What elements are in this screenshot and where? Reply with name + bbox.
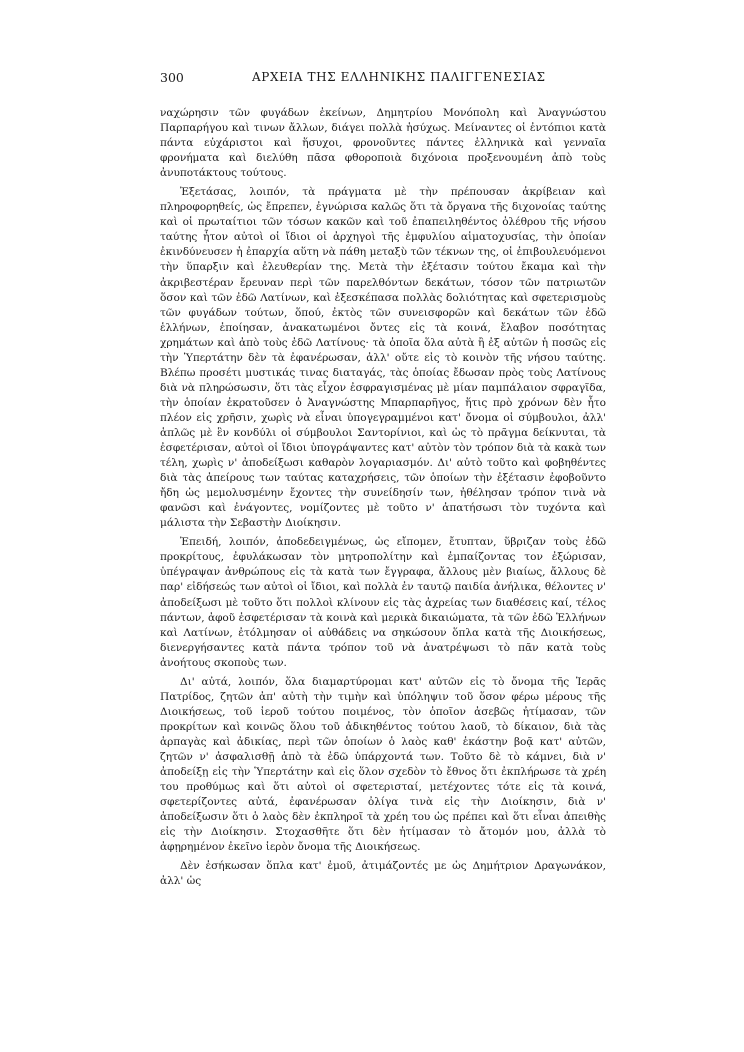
paragraph-1: ναχώρησιν τῶν φυγάδων ἐκείνων, Δημητρίου Μονόπολη καὶ Ἀναγνώστου Παρπαρήγου καὶ τινων ἄλλων, διάγει πολλὰ ἡσύχως. Μείναντες οἱ ἐντόπιοι κατὰ πάντα εὐχάριστοι καὶ ἥσυχοι, φρονοῦντες πάντες ἑλληνικὰ καὶ γενναῖα φρονήματα καὶ διελύθη πᾶσα φθοροποιὰ διχόνοια προξενουμένη ἀπὸ τοὺς ἀνυποτάκτους τούτους. — [160, 107, 606, 180]
page-header — [160, 70, 606, 90]
running-title: ΑΡΧΕΙΑ ΤΗΣ ΕΛΛΗΝΙΚΗΣ ΠΑΛΙΓΓΕΝΕΣΙΑΣ — [252, 70, 546, 84]
paragraph-2: Ἐξετάσας, λοιπόν, τὰ πράγματα μὲ τὴν πρέπουσαν ἀκρίβειαν καὶ πληροφορηθείς, ὡς ἔπρεπεν, ἐγνώρισα καλῶς ὅτι τὰ ὄργανα τῆς διχονοίας ταύτης καὶ οἱ πρωταίτιοι τῶν τόσων κακῶν καὶ τοῦ ἐπαπειληθέντος ὀλέθρου τῆς νήσου ταύτης ἦτον αὐτοὶ οἱ ἴδιοι οἱ ἀρχηγοὶ τῆς ἐμφυλίου αἱματοχυσίας, τὴν ὁποίαν ἐκινδύνευσεν ἡ ἐπαρχία αὕτη νὰ πάθη μεταξὺ τῶν τέκνων της, οἱ ἐπιβουλευόμενοι τὴν ὕπαρξιν καὶ ἐλευθερίαν της. Μετὰ τὴν ἐξέτασιν τούτου ἔκαμα καὶ τὴν ἀκριβεστέραν ἔρευναν περὶ τῶν παρελθόντων δεκάτων, τόσον τῶν πατριωτῶν ὅσον καὶ τῶν ἐδῶ Λατίνων, καὶ ἐξεσκέπασα πολλὰς δολιότητας καὶ σφετερισμοὺς τῶν φυγάδων τούτων, ὅπού, ἐκτὸς τῶν συνεισφορῶν καὶ δεκάτων τῶν ἐδῶ ἑλλήνων, ἐποίησαν, ἀνακατωμένοι ὄντες εἰς τὰ κοινά, ἔλαβον ποσότητας χρημάτων καὶ ἀπὸ τοὺς ἐδῶ Λατίνους· τὰ ὁποῖα ὅλα αὐτὰ ἢ ἐξ αὐτῶν ἡ ποσῶς εἰς τὴν Ὑπερτάτην δὲν τὰ ἐφανέρωσαν, ἀλλ' οὔτε εἰς τὸ κοινὸν τῆς νήσου ταύτης. Βλέπω προσέτι μυστικάς τινας διαταγάς, τὰς ὁποίας ἔδωσαν πρὸς τοὺς Λατίνους διὰ νὰ πληρώσωσιν, ὅτι τὰς εἶχον ἐσφραγισμένας μὲ μίαν παμπάλαιον σφραγῖδα, τὴν ὁποίαν ἐκρατοῦσεν ὁ Ἀναγνώστης Μπαρπαρῆγος, ἥτις πρὸ χρόνων δὲν ἦτο πλέον εἰς χρῆσιν, χωρὶς νὰ εἶναι ὑπογεγραμμένοι κατ' ὄνομα οἱ σύμβουλοι, ἀλλ' ἁπλῶς μὲ ἓν κονδύλι οἱ σύμβουλοι Σαντορίνιοι, καὶ ὡς τὸ πρᾶγμα δείκνυται, τὰ ἐσφετέρισαν, αὐτοὶ οἱ ἴδιοι ὑπογράψαντες κατ' αὐτὸν τὸν τρόπον διὰ τὰ κακὰ των τέλη, χωρὶς ν' ἀποδείξωσι καθαρὸν λογαριασμόν. Δι' αὐτὸ τοῦτο καὶ φοβηθέντες διὰ τὰς ἀπείρους των ταύτας καταχρήσεις, τῶν ὁποίων τὴν ἐξέτασιν ἐφοβοῦντο ἤδη ὡς μεμολυσμένην ἔχοντες τὴν συνείδησίν των, ἠθέλησαν τρόπον τινὰ νὰ φανῶσι καὶ ἐνάγοντες, νομίζοντες μὲ τοῦτο ν' ἀπατήσωσι τὸν τυχόντα καὶ μάλιστα τὴν Σεβαστὴν Διοίκησιν. — [160, 186, 606, 530]
paragraph-4: Δι' αὐτά, λοιπόν, ὅλα διαμαρτύρομαι κατ' αὐτῶν εἰς τὸ ὄνομα τῆς Ἱερᾶς Πατρίδος, ζητῶν ἀπ' αὐτὴ τὴν τιμὴν καὶ ὑπόληψιν τοῦ ὅσον φέρω μέρους τῆς Διοικήσεως, τοῦ ἱεροῦ τούτου ποιμένος, τὸν ὁποῖον ἀσεβῶς ἠτίμασαν, τῶν προκρίτων καὶ κοινῶς ὅλου τοῦ ἀδικηθέντος τούτου λαοῦ, τὸ δίκαιον, διὰ τὰς ἁρπαγὰς καὶ ἀδικίας, περὶ τῶν ὁποίων ὁ λαὸς καθ' ἑκάστην βοᾷ κατ' αὐτῶν, ζητῶν ν' ἀσφαλισθῇ ἀπὸ τὰ ἐδῶ ὑπάρχοντά των. Τοῦτο δὲ τὸ κάμνει, διὰ ν' ἀποδείξῃ εἰς τὴν Ὑπερτάτην καὶ εἰς ὅλον σχεδὸν τὸ ἔθνος ὅτι ἐκπλήρωσε τὰ χρέη του προθύμως καὶ ὅτι αὐτοὶ οἱ σφετερισταί, μετέχοντες τότε εἰς τὰ κοινά, σφετερίζοντες αὐτά, ἐφανέρωσαν ὀλίγα τινὰ εἰς τὴν Διοίκησιν, διὰ ν' ἀποδείξωσιν ὅτι ὁ λαὸς δὲν ἐκπληροῖ τὰ χρέη του ὡς πρέπει καὶ ὅτι εἶναι ἀπειθὴς εἰς τὴν Διοίκησιν. Στοχασθῆτε ὅτι δὲν ἠτίμασαν τὸ ἄτομόν μου, ἀλλὰ τὸ ἀφῃρημένον ἐκεῖνο ἱερὸν ὄνομα τῆς Διοικήσεως. — [160, 675, 606, 854]
body-text — [160, 106, 606, 893]
page-number: 300 — [160, 70, 184, 85]
paragraph-3: Ἐπειδή, λοιπόν, ἀποδεδειγμένως, ὡς εἴπομεν, ἔτυπταν, ὕβριζαν τοὺς ἐδῶ προκρίτους, ἐφυλάκωσαν τὸν μητροπολίτην καὶ ἐμπαίζοντας τον ἐξώρισαν, ὑπέγραψαν ἀνθρώπους εἰς τὰ κατὰ των ἔγγραφα, ἄλλους μὲν βιαίως, ἄλλους δὲ παρ' εἰδήσεώς των αὐτοὶ οἱ ἴδιοι, καὶ πολλὰ ἐν ταυτῷ παιδία ἀνήλικα, θέλοντες ν' ἀποδείξωσι μὲ τοῦτο ὅτι πολλοὶ κλίνουν εἰς τὰς ἀχρείας των διαθέσεις καί, τέλος πάντων, ἀφοῦ ἐσφετέρισαν τὰ κοινὰ καὶ μερικὰ δικαιώματα, τὰ τῶν ἐδῶ Ἑλλήνων καὶ Λατίνων, ἐτόλμησαν οἱ αὐθάδεις να σηκώσουν ὅπλα κατὰ τῆς Διοικήσεως, διενεργήσαντες κατὰ πάντα τρόπον τοῦ νὰ ἀνατρέψωσι τὸ πᾶν κατὰ τοὺς ἀνοήτους σκοποὺς των. — [160, 536, 606, 669]
paragraph-5: Δὲν ἐσήκωσαν ὅπλα κατ' ἐμοῦ, ἀτιμάζοντές με ὡς Δημήτριον Δραγωνάκον, ἀλλ' ὡς — [160, 860, 606, 888]
